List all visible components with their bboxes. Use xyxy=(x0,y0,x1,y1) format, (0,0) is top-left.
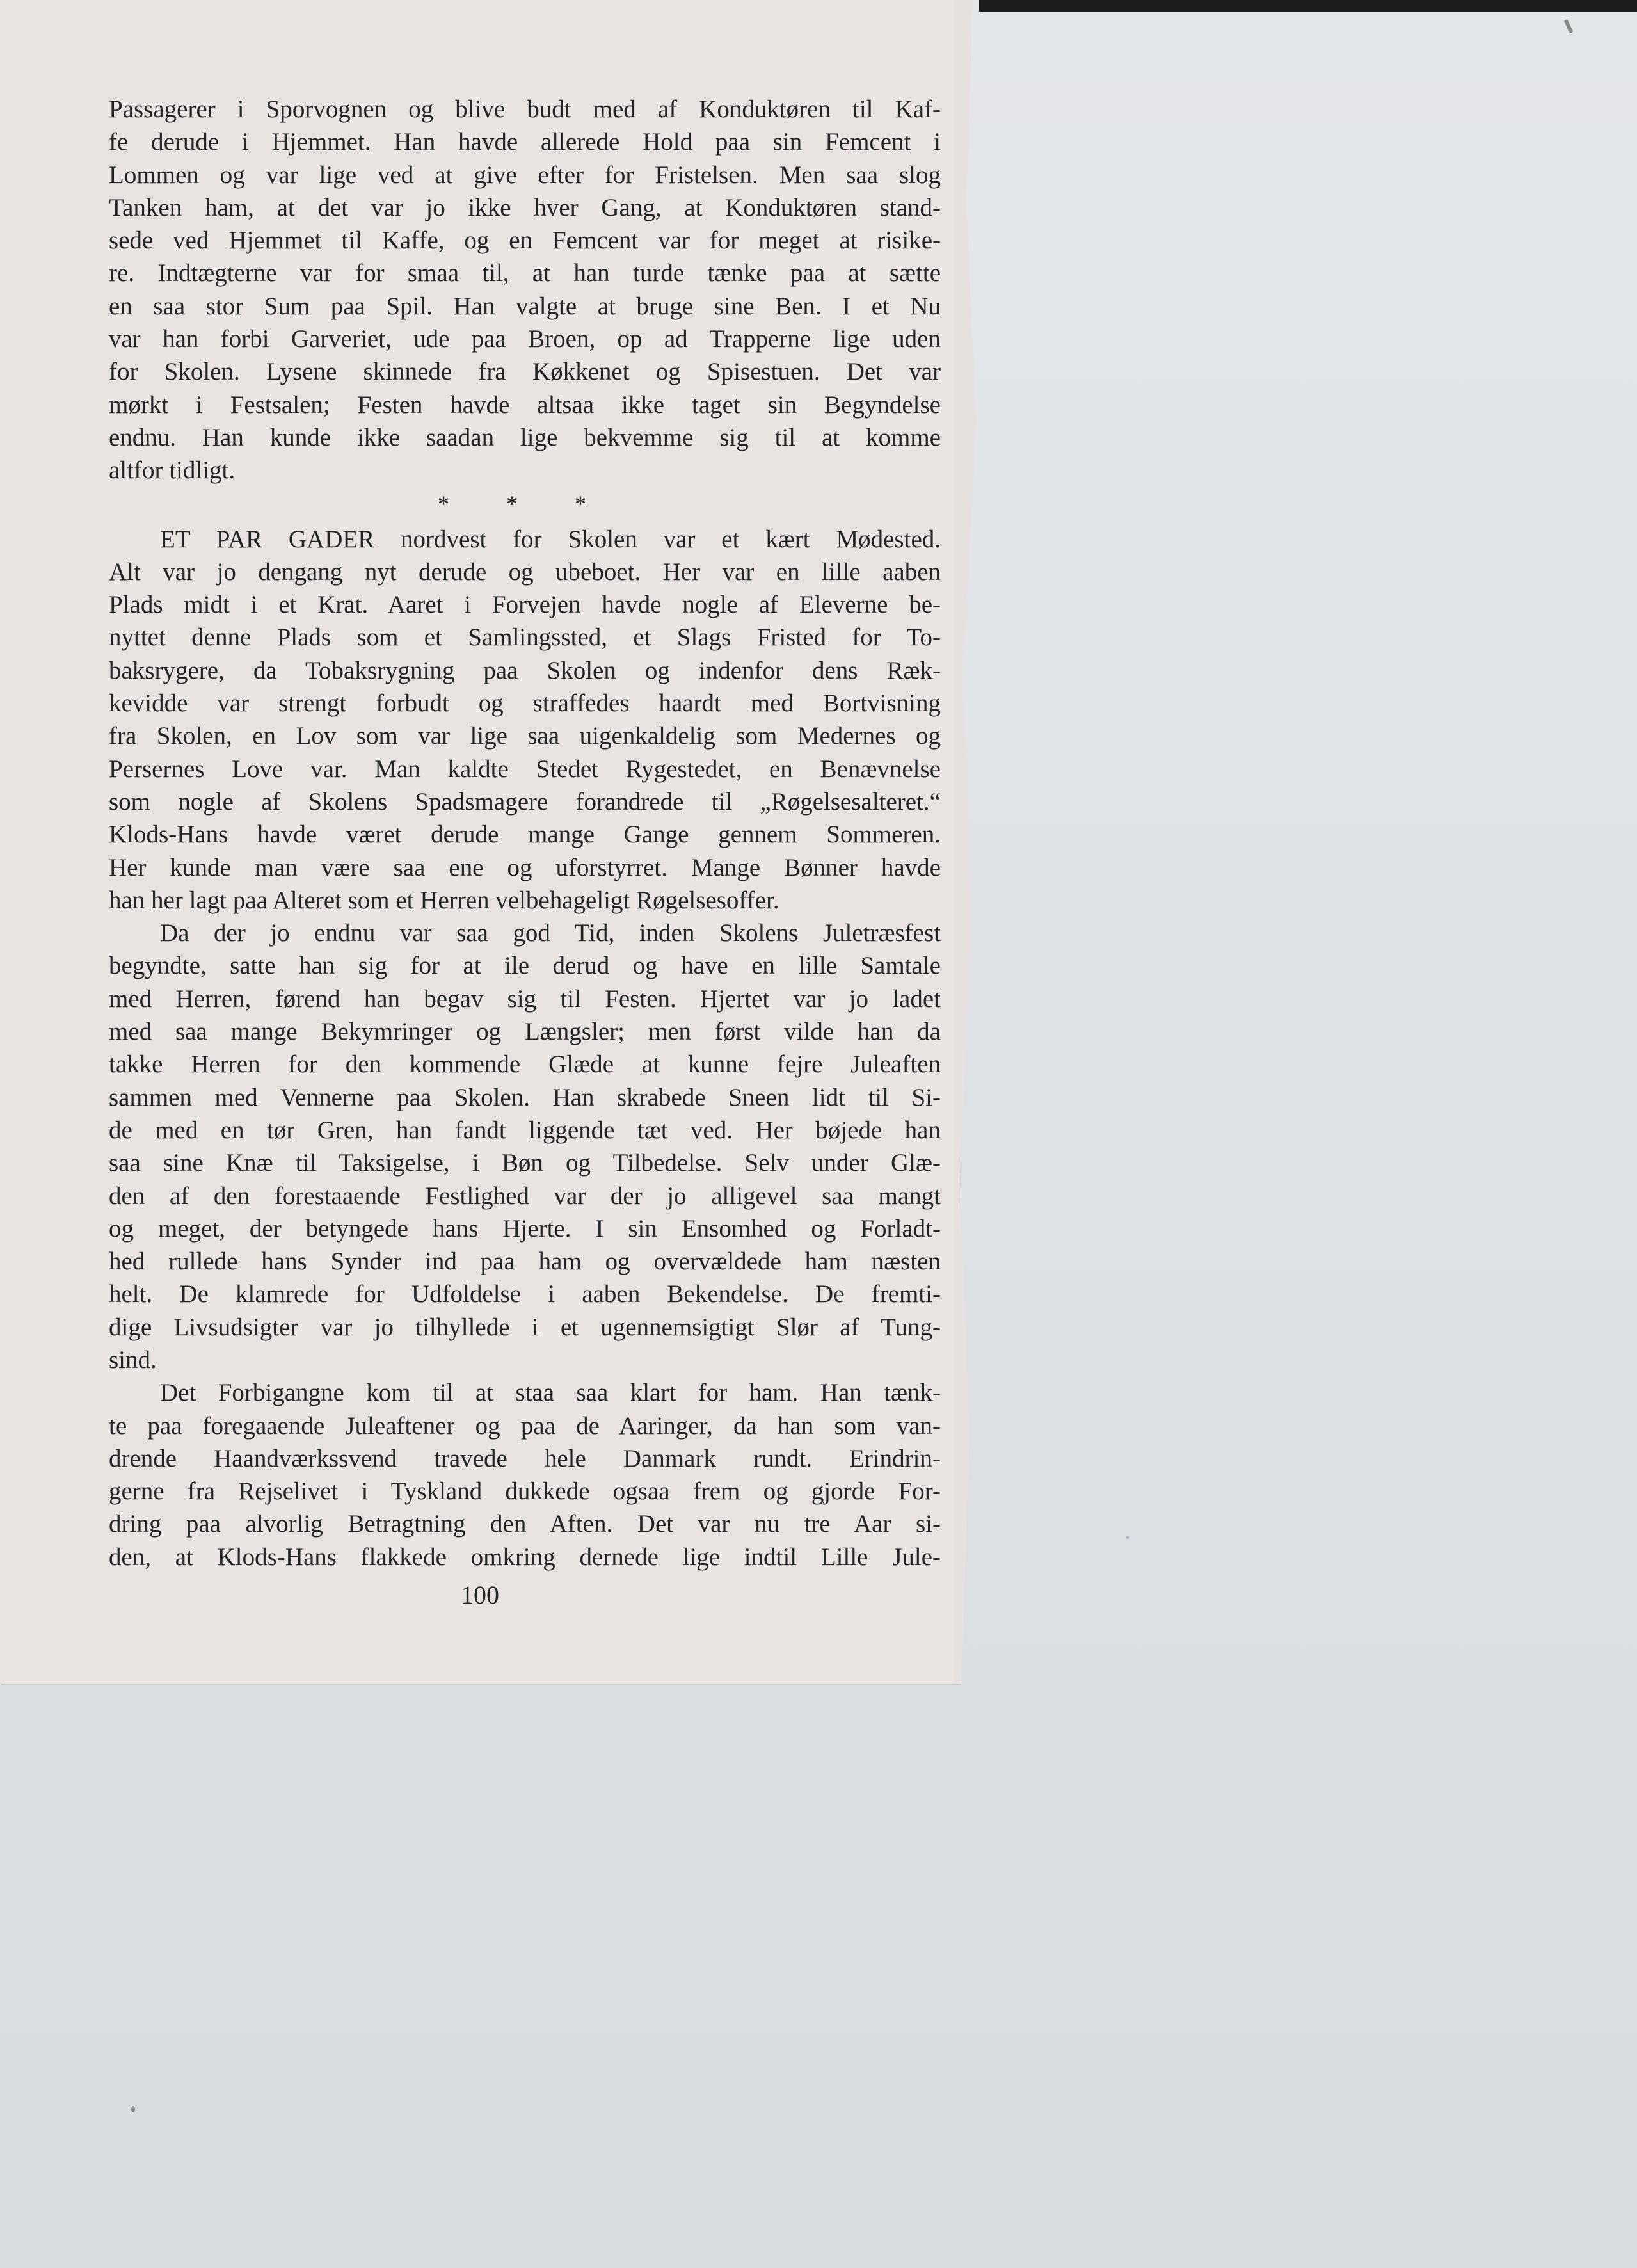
dust-speck xyxy=(131,2106,135,2112)
text-line: altfor tidligt. xyxy=(109,456,236,485)
text-line: drende Haandværkssvend travede hele Danmark rundt. Erindrin- xyxy=(109,1444,941,1472)
text-line: Alt var jo dengang nyt derude og ubeboet. Her var en lille aaben xyxy=(109,558,941,586)
text-line: kevidde var strengt forbudt og straffedes haardt med Bortvisning xyxy=(109,689,941,718)
text-line: hed rullede hans Synder ind paa ham og overvældede ham næsten xyxy=(109,1248,941,1276)
text-line: Her kunde man være saa ene og uforstyrret. Mange Bønner havde xyxy=(109,853,941,881)
paragraph-3 xyxy=(109,917,941,1376)
text-line: Tanken ham, at det var jo ikke hver Gang, at Konduktøren stand- xyxy=(109,193,941,221)
text-line: fe derude i Hjemmet. Han havde allerede Hold paa sin Femcent i xyxy=(109,128,941,156)
section-separator: * * * xyxy=(438,490,612,517)
text-line: Da der jo endnu var saa god Tid, inden Skolens Juletræsfest xyxy=(160,919,941,947)
text-line: Passagerer i Sporvognen og blive budt med af Konduktøren til Kaf- xyxy=(109,95,941,123)
text-line: for Skolen. Lysene skinnede fra Køkkenet og Spisestuen. Det var xyxy=(109,358,941,386)
text-line: begyndte, satte han sig for at ile derud og have en lille Samtale xyxy=(109,952,941,980)
page-number: 100 xyxy=(461,1580,499,1609)
text-line: og meget, der betyngede hans Hjerte. I sin Ensomhed og Forladt- xyxy=(109,1214,941,1243)
text-line: den, at Klods-Hans flakkede omkring dernede lige indtil Lille Jule- xyxy=(109,1543,941,1571)
text-line: dring paa alvorlig Betragtning den Aften. Det var nu tre Aar si- xyxy=(109,1510,941,1538)
text-line: mørkt i Festsalen; Festen havde altsaa ikke taget sin Begyndelse xyxy=(109,390,941,419)
text-line: Klods-Hans havde været derude mange Gange gennem Sommeren. xyxy=(109,821,941,849)
text-line: helt. De klamrede for Udfoldelse i aaben Bekendelse. De fremti- xyxy=(109,1280,941,1308)
text-line: med saa mange Bekymringer og Længsler; men først vilde han da xyxy=(109,1018,941,1046)
text-line: Det Forbigangne kom til at staa saa klart for ham. Han tænk- xyxy=(160,1379,941,1407)
paragraph-4 xyxy=(109,1376,941,1573)
text-line: de med en tør Gren, han fandt liggende tæt ved. Her bøjede han xyxy=(109,1116,941,1144)
text-line: sammen med Vennerne paa Skolen. Han skrabede Sneen lidt til Si- xyxy=(109,1083,941,1111)
paragraph-1 xyxy=(109,93,941,487)
text-line: sede ved Hjemmet til Kaffe, og en Femcent var for meget at risike- xyxy=(109,227,941,255)
dust-speck xyxy=(1126,1536,1129,1539)
text-line: Persernes Love var. Man kaldte Stedet Rygestedet, en Benævnelse xyxy=(109,755,941,783)
text-line: sind. xyxy=(109,1346,157,1374)
text-line: takke Herren for den kommende Glæde at kunne fejre Juleaften xyxy=(109,1050,941,1079)
text-line: han her lagt paa Alteret som et Herren velbehageligt Røgelsesoffer. xyxy=(109,886,779,914)
text-line: den af den forestaaende Festlighed var der jo alligevel saa mangt xyxy=(109,1182,941,1210)
page-text xyxy=(109,93,941,1573)
paragraph-2 xyxy=(109,523,941,917)
text-line: gerne fra Rejselivet i Tyskland dukkede ogsaa frem og gjorde For- xyxy=(109,1477,941,1506)
text-line: Plads midt i et Krat. Aaret i Forvejen havde nogle af Eleverne be- xyxy=(109,591,941,619)
text-line: re. Indtægterne var for smaa til, at han turde tænke paa at sætte xyxy=(109,259,941,287)
text-line: saa sine Knæ til Taksigelse, i Bøn og Tilbedelse. Selv under Glæ- xyxy=(109,1149,941,1177)
text-line: en saa stor Sum paa Spil. Han valgte at bruge sine Ben. I et Nu xyxy=(109,292,941,320)
text-line: nyttet denne Plads som et Samlingssted, et Slags Fristed for To- xyxy=(109,623,941,652)
text-line: te paa foregaaende Juleaftener og paa de Aaringer, da han som van- xyxy=(109,1411,941,1440)
text-line: var han forbi Garveriet, ude paa Broen, op ad Trapperne lige uden xyxy=(109,325,941,353)
text-line: baksrygere, da Tobaksrygning paa Skolen og indenfor dens Ræk- xyxy=(109,656,941,684)
text-line: med Herren, førend han begav sig til Festen. Hjertet var jo ladet xyxy=(109,985,941,1013)
text-line: ET PAR GADER nordvest for Skolen var et kært Mødested. xyxy=(160,525,941,553)
text-line: Lommen og var lige ved at give efter for Fristelsen. Men saa slog xyxy=(109,161,941,189)
text-line: fra Skolen, en Lov som var lige saa uigenkaldelig som Medernes og xyxy=(109,722,941,750)
text-line: som nogle af Skolens Spadsmagere forandrede til „Røgelsesalteret.“ xyxy=(109,787,941,816)
text-line: endnu. Han kunde ikke saadan lige bekvemme sig til at komme xyxy=(109,423,941,451)
text-line: dige Livsudsigter var jo tilhyllede i et ugennemsigtigt Slør af Tung- xyxy=(109,1313,941,1341)
scanner-lid-edge xyxy=(979,0,1637,12)
